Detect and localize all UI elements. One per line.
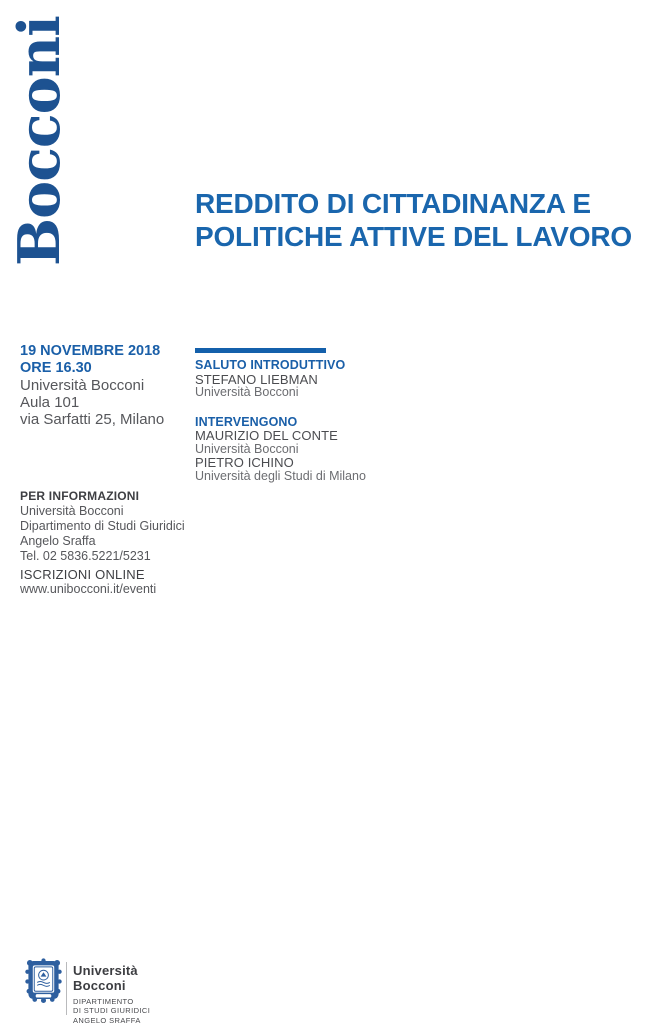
event-time: ORE 16.30 — [20, 360, 92, 376]
registration-heading: ISCRIZIONI ONLINE — [20, 567, 145, 582]
speaker-name: PIETRO ICHINO — [195, 455, 294, 470]
info-line: Angelo Sraffa — [20, 534, 96, 548]
venue-line: Aula 101 — [20, 394, 80, 411]
speaker-name: MAURIZIO DEL CONTE — [195, 428, 338, 443]
accent-bar — [195, 348, 326, 353]
section-heading: SALUTO INTRODUTTIVO — [195, 358, 346, 372]
footer-university-line: Università — [73, 963, 138, 978]
title-line-2: POLITICHE ATTIVE DEL LAVORO — [195, 221, 632, 252]
info-block — [20, 489, 240, 597]
event-date-venue — [20, 343, 185, 428]
footer-department-line: ANGELO SRAFFA — [73, 1015, 141, 1025]
footer-divider — [66, 962, 67, 1015]
footer-department — [73, 997, 150, 1025]
info-line: Dipartimento di Studi Giuridici — [20, 519, 185, 533]
registration-url: www.unibocconi.it/eventi — [20, 582, 157, 596]
program-section-intervengono — [195, 416, 495, 484]
venue-line: via Sarfatti 25, Milano — [20, 411, 165, 428]
footer-logo-block — [0, 955, 658, 1025]
info-line: Università Bocconi — [20, 504, 124, 518]
program-section-saluto — [195, 359, 495, 400]
footer-department-line: DI STUDI GIURIDICI — [73, 1006, 151, 1016]
info-line: Tel. 02 5836.5221/5231 — [20, 549, 151, 563]
speaker-affiliation: Università Bocconi — [195, 441, 299, 456]
event-date: 19 NOVEMBRE 2018 — [20, 343, 161, 359]
footer-department-line: DIPARTIMENTO — [73, 997, 134, 1006]
footer-text — [73, 963, 150, 1025]
speaker-affiliation: Università degli Studi di Milano — [195, 468, 366, 483]
section-heading: INTERVENGONO — [195, 414, 298, 429]
speaker-name: STEFANO LIEBMAN — [195, 371, 318, 387]
bocconi-wordmark: Bocconi — [6, 16, 73, 266]
speaker-affiliation: Università Bocconi — [195, 385, 299, 399]
page-title — [195, 187, 655, 253]
program-block — [195, 348, 495, 483]
venue-line: Università Bocconi — [20, 377, 145, 394]
info-heading: PER INFORMAZIONI — [20, 489, 140, 503]
title-line-1: REDDITO DI CITTADINANZA E — [195, 188, 591, 219]
bocconi-crest-icon — [25, 958, 62, 1003]
footer-university-line: Bocconi — [73, 978, 126, 993]
